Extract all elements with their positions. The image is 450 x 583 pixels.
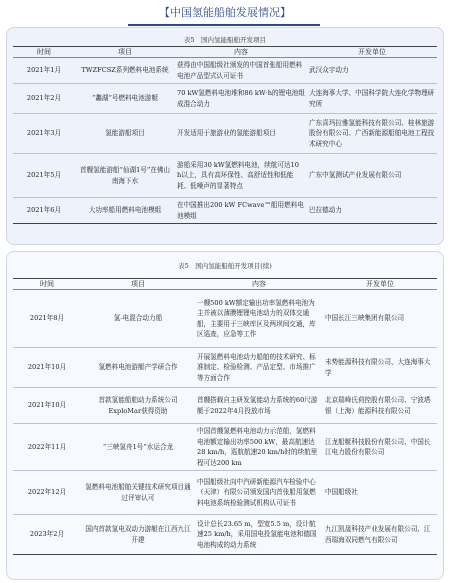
table1-header-row bbox=[13, 47, 437, 58]
table1-caption: 表5 国内氢能船舶开发项目 bbox=[183, 36, 267, 44]
table2 bbox=[13, 278, 437, 555]
cell-org: 广东喜玛拉雅氢能科技有限公司、桂林旅游股份有限公司、广西新能源船舶电池工程技术研究中心 bbox=[307, 114, 437, 154]
cell-content: 游船采用30 kW氢燃料电池，续航可达10 h以上，具有高环保性、高舒适性和低能耗、低噪声的显著特点 bbox=[175, 154, 307, 198]
cell-project: 氢燃料电池游艇产学研合作 bbox=[81, 348, 195, 388]
table-row bbox=[13, 84, 437, 114]
table-row bbox=[13, 388, 437, 424]
cell-content: 在中国推出200 kW FCwave™船用燃料电池模组 bbox=[175, 198, 307, 224]
cell-content: 70 kW氢燃料电池堆和86 kW·h的锂电池组成混合动力 bbox=[175, 84, 307, 114]
cell-time: 2021年3月 bbox=[13, 114, 75, 154]
cell-content: 开发适用于旅游业的氢能游船项目 bbox=[175, 114, 307, 154]
table1-header-org: 开发单位 bbox=[307, 47, 437, 58]
cell-org: 未势能源科技有限公司、大连海事大学 bbox=[323, 348, 437, 388]
cell-time: 2021年10月 bbox=[13, 388, 81, 424]
table1-panel bbox=[6, 27, 444, 245]
cell-content: 中国船级社向中汽研新能源汽车检验中心（天津）有限公司颁发国内首张船用氢燃料电池系统检验测试机构认可证书 bbox=[195, 471, 323, 515]
cell-content: 一艘500 kW额定输出功率氢燃料电池为主并被以薄膜锂锂电池动力的双体交通船，主要用于三峡库区及两坝间交通，库区巡查，应急等工作 bbox=[195, 290, 323, 348]
header-underline bbox=[128, 24, 320, 26]
cell-project: 大功率船用燃料电池模组 bbox=[75, 198, 175, 224]
cell-project: TWZFCSZ系列燃料电池系统 bbox=[75, 58, 175, 84]
table-row bbox=[13, 348, 437, 388]
cell-project: “三峡氢舟1号”水运合龙 bbox=[81, 424, 195, 471]
table2-header-project: 项目 bbox=[81, 279, 195, 290]
table1-header-project: 项目 bbox=[75, 47, 175, 58]
cell-org: 武汉众宇动力 bbox=[307, 58, 437, 84]
cell-content: 开展氢燃料电池动力船舶的技术研究、标准制定、检验检测、产品定型、市场推广等方面合作 bbox=[195, 348, 323, 388]
cell-org: 中国长江三峡集团有限公司 bbox=[323, 290, 437, 348]
cell-org: 大连海事大学、中国科学院大连化学物理研究所 bbox=[307, 84, 437, 114]
cell-time: 2021年6月 bbox=[13, 198, 75, 224]
table2-panel bbox=[6, 251, 444, 580]
cell-time: 2021年1月 bbox=[13, 58, 75, 84]
cell-project: 氢燃料电池船舶关键技术研究项目通过评审认可 bbox=[81, 471, 195, 515]
cell-content: 首艘搭载自主研发氢能动力系统的60尺游艇于2022年4月投放市场 bbox=[195, 388, 323, 424]
table-row bbox=[13, 515, 437, 555]
table2-caption: 表5 国内氢能船舶开发项目(续) bbox=[178, 262, 272, 270]
table1-header-content: 内容 bbox=[175, 47, 307, 58]
cell-time: 2022年11月 bbox=[13, 424, 81, 471]
cell-time: 2022年12月 bbox=[13, 471, 81, 515]
table-row bbox=[13, 471, 437, 515]
table1-header-time: 时间 bbox=[13, 47, 75, 58]
cell-time: 2023年2月 bbox=[13, 515, 81, 555]
cell-content: 设计总长23.65 m，型宽5.5 m，设计航速25 km/h，采用国电投氢能电池和德国电池构成的动力系统 bbox=[195, 515, 323, 555]
table-row bbox=[13, 154, 437, 198]
table2-header-content: 内容 bbox=[195, 279, 323, 290]
table-row bbox=[13, 114, 437, 154]
table2-header-time: 时间 bbox=[13, 279, 81, 290]
cell-project: 氢-电混合动力船 bbox=[81, 290, 195, 348]
cell-org: 北京瑞峰氏荷控股有限公司、宁波塔银（上海）能源科技有限公司 bbox=[323, 388, 437, 424]
cell-time: 2021年10月 bbox=[13, 348, 81, 388]
cell-org: 中国船级社 bbox=[323, 471, 437, 515]
cell-org: 江龙船艇科技股份有限公司、中国长江电力股份有限公司 bbox=[323, 424, 437, 471]
page-header-title: 【中国氢能船舶发展情况】 bbox=[159, 6, 291, 19]
cell-project: 首款氢能船舶动力系统公司ExploMar获得资助 bbox=[81, 388, 195, 424]
cell-org: 广东中氢测试产业发展有限公司 bbox=[307, 154, 437, 198]
table-row bbox=[13, 198, 437, 224]
cell-org: 九江凯晟科技产业发展有限公司、江西瑞海双同燃气有限公司 bbox=[323, 515, 437, 555]
cell-time: 2021年2月 bbox=[13, 84, 75, 114]
cell-content: 中国首艘氢燃料电池动力示范船，氢燃料电池额定输出功率500 kW，最高航速达28 km/h，巡航航速20 km/h时的续航里程可达200 km bbox=[195, 424, 323, 471]
table-row bbox=[13, 424, 437, 471]
table2-header-row bbox=[13, 279, 437, 290]
cell-project: 首艘氢能游船“仙湖1号”在佛山南海下水 bbox=[75, 154, 175, 198]
table-row bbox=[13, 58, 437, 84]
cell-project: 氢能游船项目 bbox=[75, 114, 175, 154]
cell-project: “蠡湖”号燃料电池游艇 bbox=[75, 84, 175, 114]
cell-content: 获得由中国船级社颁发的中国首张船用燃料电池产品型式认可证书 bbox=[175, 58, 307, 84]
table2-header-org: 开发单位 bbox=[323, 279, 437, 290]
cell-org: 巴拉德动力 bbox=[307, 198, 437, 224]
cell-project: 国内首款氢电双动力游艇在江西九江开建 bbox=[81, 515, 195, 555]
cell-time: 2021年5月 bbox=[13, 154, 75, 198]
table-row bbox=[13, 290, 437, 348]
cell-time: 2021年8月 bbox=[13, 290, 81, 348]
table1 bbox=[13, 46, 437, 224]
page-header bbox=[0, 4, 450, 22]
